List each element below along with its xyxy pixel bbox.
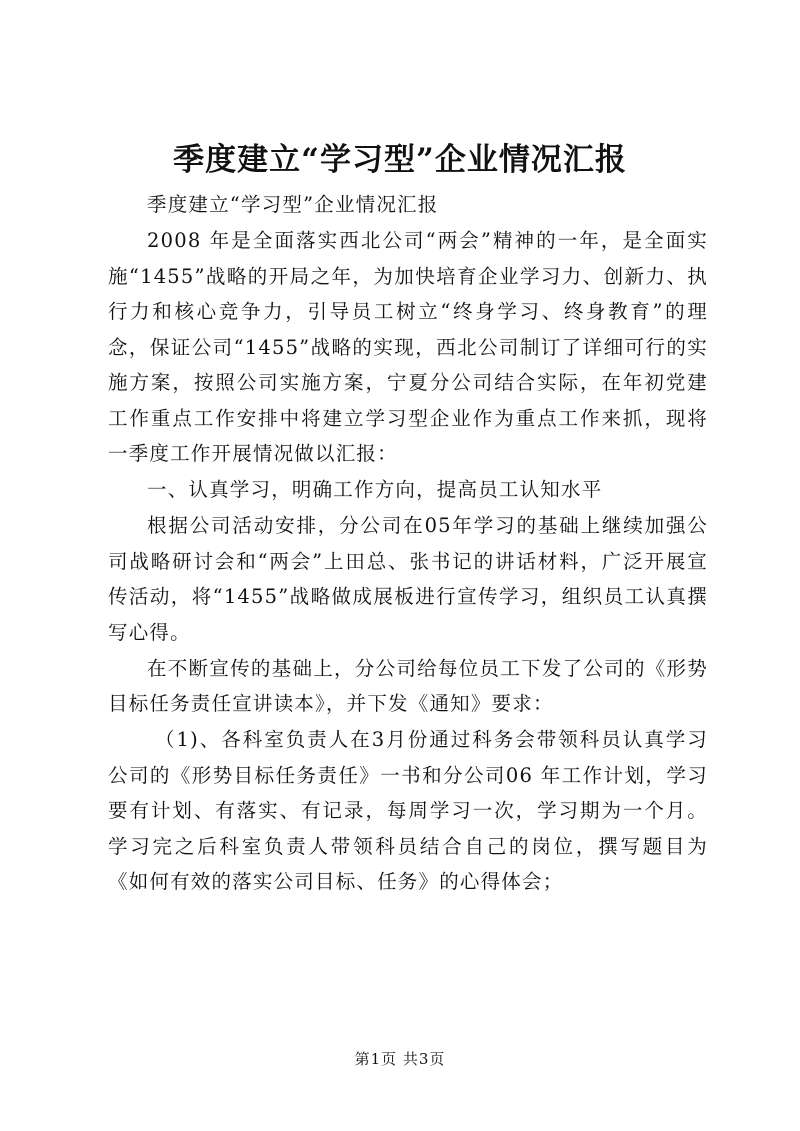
list-item-paragraph: （1)、各科室负责人在3月份通过科务会带领科员认真学习公司的《形势目标任务责任》一书和分公司06 年工作计划，学习要有计划、有落实、有记录，每周学习一次，学习期为一个月。学习完之后科室负责人带领科员结合自己的岗位，撰写题目为《如何有效的落实公司目标、任务》的心得体会； bbox=[108, 728, 708, 893]
subtitle-paragraph: 季度建立“学习型”企业情况汇报 bbox=[147, 193, 439, 216]
document-title: 季度建立“学习型”企业情况汇报 bbox=[173, 142, 627, 178]
body-paragraph: 根据公司活动安排，分公司在05年学习的基础上继续加强公司战略研讨会和“两会”上田总、张书记的讲话材料，广泛开展宣传活动，将“1455”战略做成展板进行宣传学习，组织员工认真撰写心得。 bbox=[108, 514, 708, 644]
document-body bbox=[108, 187, 708, 900]
intro-paragraph: 2008 年是全面落实西北公司“两会”精神的一年，是全面实施“1455”战略的开局之年，为加快培育企业学习力、创新力、执行力和核心竞争力，引导员工树立“终身学习、终身教育”的理念，保证公司“1455”战略的实现，西北公司制订了详细可行的实施方案，按照公司实施方案，宁夏分公司结合实际，在年初党建工作重点工作安排中将建立学习型企业作为重点工作来抓，现将一季度工作开展情况做以汇报： bbox=[108, 229, 708, 465]
page-number-footer: 第1页 共3页 bbox=[354, 1050, 446, 1068]
body-paragraph: 在不断宣传的基础上，分公司给每位员工下发了公司的《形势目标任务责任宣讲读本》，并下发《通知》要求： bbox=[108, 656, 708, 715]
section-heading: 一、认真学习，明确工作方向，提高员工认知水平 bbox=[147, 478, 603, 501]
